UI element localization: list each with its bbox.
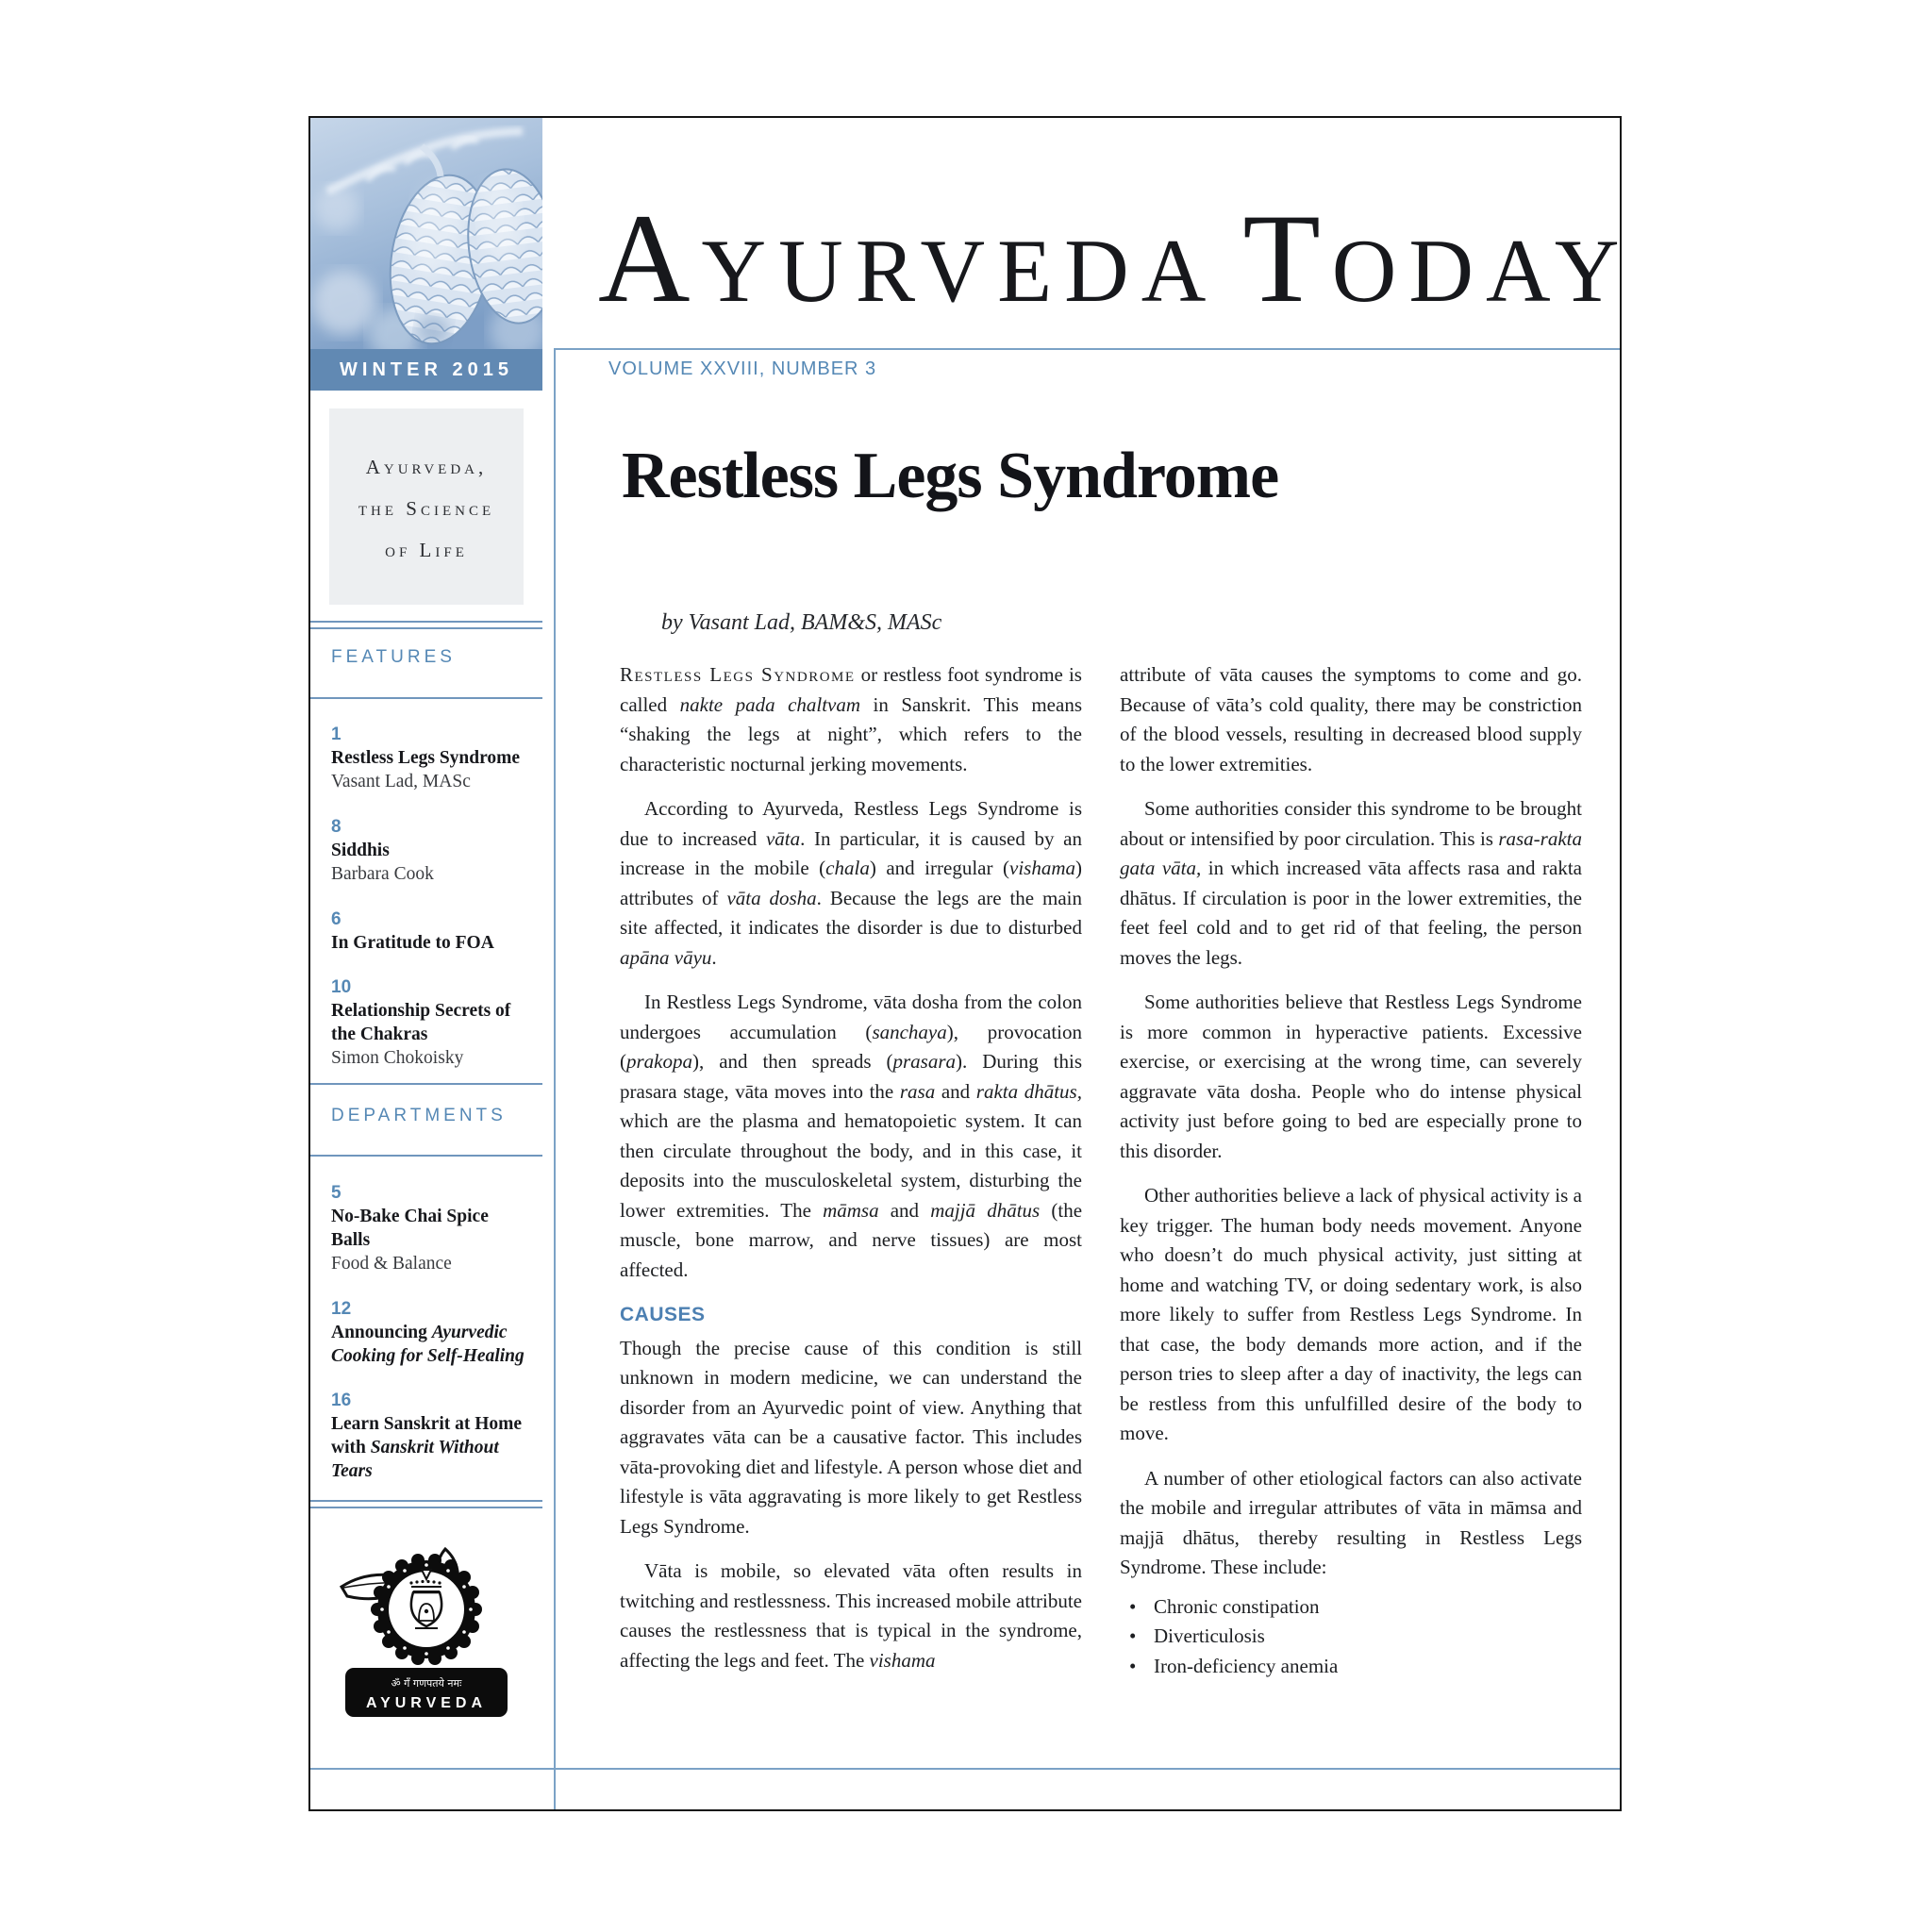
single-rule — [310, 1083, 542, 1085]
paragraph: Though the precise cause of this condition is still unknown in modern medicine, we can understand the disorder from an Ayurvedic point of view. Anything that aggravates vāta can be a causative factor. This includes vāta-provoking diet and lifestyle. A person whose diet and lifestyle is vāta aggravating is more likely to get Restless Legs Syndrome. — [620, 1336, 1082, 1538]
paragraph: Some authorities consider this syndrome to be brought about or intensified by poor circulation. This is rasa-rakta gata vāta, in which increased vāta affects rasa and rakta dhātus. If circulation is poor in the lower extremities, the feet feel cold and to get rid of that feeling, the person moves the legs. — [1120, 797, 1582, 969]
title-rest-1: YURVEDA — [701, 221, 1219, 321]
toc-page-number: 5 — [331, 1183, 341, 1203]
toc-item — [331, 1389, 525, 1483]
issue-label: WINTER 2015 — [340, 358, 513, 380]
toc-title: Learn Sanskrit at Home with Sanskrit Without Tears — [331, 1414, 523, 1481]
tagline-line: of Life — [385, 539, 468, 561]
toc-title: Restless Legs Syndrome — [331, 748, 521, 768]
departments-heading: DEPARTMENTS — [331, 1106, 507, 1125]
paragraph: Other authorities believe a lack of physical activity is a key trigger. The human body needs movement. Anyone who doesn’t do much physical activity, just sitting at home and watching TV, or doing sedentary work, is also more likely to suffer from Restless Legs Syndrome. In that case, the body demands more action, and if the person tries to sleep after a day of inactivity, the legs can be restless from this unfulfilled desire of the body to move. — [1120, 1184, 1582, 1444]
toc-item — [331, 723, 525, 794]
logo-wordmark: AYURVEDA — [365, 1695, 488, 1711]
paragraph: Vāta is mobile, so elevated vāta often results in twitching and restlessness. This increased mobile attribute causes the restlessness that is typical in the syndrome, affecting the legs and feet. The vishama — [620, 1559, 1082, 1672]
toc-item — [331, 908, 525, 955]
departments-list — [331, 1181, 525, 1504]
toc-page-number: 6 — [331, 909, 341, 929]
title-initial-1: A — [598, 189, 702, 329]
toc-author: Barbara Cook — [331, 864, 434, 884]
toc-author: Vasant Lad, MASc — [331, 772, 471, 791]
toc-page-number: 1 — [331, 724, 341, 744]
paragraph: attribute of vāta causes the symptoms to come and go. Because of vāta’s cold quality, there may be constriction of the blood vessels, resulting in decreased blood supply to the lower extremities. — [1120, 663, 1582, 775]
list-item: • Iron-deficiency anemia — [1129, 1652, 1582, 1682]
toc-page-number: 8 — [331, 817, 341, 837]
sidebar — [310, 391, 542, 1809]
pinecone-photo — [310, 118, 542, 349]
toc-item — [331, 975, 525, 1071]
toc-title: Announcing Ayurvedic Cooking for Self-Healing — [331, 1323, 525, 1366]
paragraph: In Restless Legs Syndrome, vāta dosha from the colon undergoes accumulation (sanchaya), provocation (prakopa), and then spreads (prasara). During this prasara stage, vāta moves into the rasa and rakta dhātus, which are the plasma and hematopoietic system. It can then circulate throughout the body, and in this case, it deposits into the musculoskeletal system, disturbing the lower extremities. The māmsa and majjā dhātus (the muscle, bone marrow, and nerve tissues) are most affected. — [620, 991, 1083, 1281]
toc-author: Food & Balance — [331, 1254, 452, 1274]
toc-author: Simon Chokoisky — [331, 1048, 464, 1068]
list-item: • Diverticulosis — [1129, 1622, 1582, 1652]
paragraph: Some authorities believe that Restless Legs Syndrome is more common in hyperactive patients. Excessive exercise, or exercising at the wrong time, can severely aggravate vāta dosha. People who do intense physical activity just before going to bed are especially prone to this disorder. — [1120, 991, 1582, 1162]
footer-rule — [310, 1768, 1620, 1770]
tagline-line: the Science — [358, 497, 495, 520]
pinecone-photo-art — [310, 118, 542, 349]
toc-title: No-Bake Chai Spice Balls — [331, 1207, 489, 1250]
toc-item — [331, 815, 525, 887]
issue-band — [310, 349, 542, 391]
newsletter-page — [308, 116, 1632, 1811]
toc-page-number: 12 — [331, 1299, 352, 1319]
toc-title: Relationship Secrets of the Chakras — [331, 1001, 511, 1044]
features-list — [331, 723, 525, 1091]
features-heading: FEATURES — [331, 647, 456, 667]
sidebar-divider — [554, 348, 556, 1809]
logo-mantra: ॐ गँ गणपतये नमः — [391, 1677, 462, 1690]
etiological-factors-list — [1129, 1592, 1582, 1682]
toc-title: In Gratitude to FOA — [331, 933, 494, 953]
causes-heading: CAUSES — [620, 1304, 706, 1325]
article-title: Restless Legs Syndrome — [622, 440, 1279, 512]
article-column-1 — [620, 660, 1082, 1690]
list-item: • Chronic constipation — [1129, 1592, 1582, 1623]
toc-title: Siddhis — [331, 841, 390, 860]
volume-label: VOLUME XXVIII, NUMBER 3 — [608, 358, 877, 379]
paragraph: A number of other etiological factors can also activate the mobile and irregular attributes of vāta in māmsa and majjā dhātus, thereby resulting in Restless Legs Syndrome. These include: — [1120, 1466, 1582, 1578]
toc-item — [331, 1297, 525, 1368]
article-byline: by Vasant Lad, BAM&S, MASc — [661, 610, 942, 635]
title-rest-2: ODAY — [1331, 221, 1632, 321]
article-column-2 — [1120, 660, 1582, 1681]
single-rule — [310, 697, 542, 699]
ayurveda-logo-emblem — [332, 1538, 521, 1736]
toc-page-number: 10 — [331, 977, 352, 997]
double-rule — [310, 1500, 542, 1508]
double-rule — [310, 621, 542, 629]
toc-page-number: 16 — [331, 1391, 352, 1410]
newsletter-title — [598, 175, 1632, 356]
toc-item — [331, 1181, 525, 1276]
single-rule — [310, 1155, 542, 1157]
tagline-box — [329, 408, 524, 605]
title-initial-2: T — [1242, 189, 1332, 329]
paragraph: Restless Legs Syndrome or restless foot syndrome is called nakte pada chaltvam in Sanskrit. This means “shaking the legs at night”, which refers to the characteristic nocturnal jerking movements. — [620, 663, 1082, 775]
paragraph: According to Ayurveda, Restless Legs Syndrome is due to increased vāta. In particular, it is caused by an increase in the mobile (chala) and irregular (vishama) attributes of vāta dosha. Because the legs are the main site affected, it indicates the disorder is due to disturbed apāna vāyu. — [620, 797, 1083, 969]
ayurveda-logo — [332, 1538, 521, 1736]
masthead-rule — [554, 348, 1620, 350]
tagline-line: Ayurveda, — [365, 456, 488, 478]
